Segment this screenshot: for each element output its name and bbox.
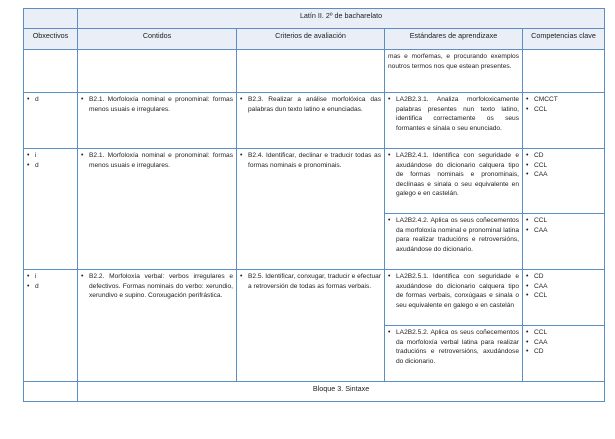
standard-item: • LA2B2.5.1. Identifica con seguridade e axudándose do dicionario calquera tipo de formas verbais, conxúgaas e sinala o seu equivalente en galego e en castelán bbox=[388, 272, 519, 310]
competence-item: • CAA bbox=[526, 226, 601, 236]
competence-item: • CAA bbox=[526, 282, 601, 292]
cell-empty bbox=[523, 50, 605, 93]
content-cell bbox=[78, 270, 237, 382]
competences-cell bbox=[523, 149, 605, 214]
competences-cell bbox=[523, 93, 605, 149]
competences-cell bbox=[523, 214, 605, 270]
cell-empty bbox=[237, 50, 385, 93]
table-title-row bbox=[24, 9, 605, 29]
content-item: • B2.1. Morfoloxía nominal e pronominal: formas menos usuais e irregulares. bbox=[81, 151, 233, 170]
curriculum-table bbox=[23, 8, 605, 402]
cell-empty bbox=[24, 50, 78, 93]
title-empty-cell bbox=[24, 9, 78, 29]
criterion-item: • B2.5. Identificar, conxugar, traducir e efectuar a retroversión de todas as formas verbais. bbox=[240, 272, 381, 291]
standard-item: • LA2B2.4.2. Aplica os seus coñecementos da morfoloxía nominal e pronominal latina para realizar traducións e retroversións, axudándose do dicionario. bbox=[388, 216, 519, 254]
criterion-item: • B2.4. Identificar, declinar e traducir todas as formas nominais e pronominais. bbox=[240, 151, 381, 170]
standard-item: • LA2B2.5.2. Aplica os seus coñecementos da morfoloxía verbal latina para realizar traducións e retroversións, axudándose do dicionario. bbox=[388, 328, 519, 366]
criterion-cell bbox=[237, 149, 385, 270]
cell-empty bbox=[78, 50, 237, 93]
header-standards: Estándares de aprendizaxe bbox=[385, 29, 523, 50]
content-cell bbox=[78, 93, 237, 149]
competence-item: • CD bbox=[526, 347, 601, 357]
competence-item: • CCL bbox=[526, 216, 601, 226]
competence-item: • CD bbox=[526, 272, 601, 282]
objective-item: • d bbox=[27, 161, 74, 171]
header-criteria: Criterios de avaliación bbox=[237, 29, 385, 50]
standard-cell bbox=[385, 214, 523, 270]
header-contents: Contidos bbox=[78, 29, 237, 50]
objectives-cell bbox=[24, 149, 78, 270]
header-row bbox=[24, 29, 605, 50]
competence-item: • CCL bbox=[526, 328, 601, 338]
objectives-cell bbox=[24, 93, 78, 149]
table-title: Latín II. 2º de bacharelato bbox=[78, 9, 605, 29]
competence-item: • CD bbox=[526, 151, 601, 161]
standard-cell bbox=[385, 149, 523, 214]
content-item: • B2.2. Morfoloxía verbal: verbos irregulares e defectivos. Formas nominais do verbo: xerundio, xerundivo e supino. Conxugación perifrástica. bbox=[81, 272, 233, 301]
criterion-cell bbox=[237, 270, 385, 382]
standard-item: • LA2B2.3.1. Analiza morfoloxicamente palabras presentes nun texto latino, identifica correctamente os seus formantes e sinala o seu enunciado. bbox=[388, 95, 519, 133]
block-title: Bloque 3. Sintaxe bbox=[78, 382, 605, 402]
standard-cell bbox=[385, 326, 523, 382]
criterion-item: • B2.3. Realizar a análise morfolóxica das palabras dun texto latino e enunciadas. bbox=[240, 95, 381, 114]
table-row bbox=[24, 93, 605, 149]
content-cell bbox=[78, 149, 237, 270]
table-row bbox=[24, 149, 605, 214]
objective-item: • d bbox=[27, 282, 74, 292]
criterion-cell bbox=[237, 93, 385, 149]
objective-item: • i bbox=[27, 272, 74, 282]
competence-item: • CAA bbox=[526, 338, 601, 348]
competence-item: • CAA bbox=[526, 170, 601, 180]
standard-cell bbox=[385, 270, 523, 326]
objective-item: • i bbox=[27, 151, 74, 161]
block-title-row bbox=[24, 382, 605, 402]
standard-cell bbox=[385, 93, 523, 149]
header-objectives: Obxectivos bbox=[24, 29, 78, 50]
cell-empty bbox=[24, 382, 78, 402]
competences-cell bbox=[523, 326, 605, 382]
competence-item: • CCL bbox=[526, 105, 601, 115]
objectives-cell bbox=[24, 270, 78, 382]
header-competences: Competencias clave bbox=[523, 29, 605, 50]
competence-item: • CMCCT bbox=[526, 95, 601, 105]
continuation-standard-text: mas e morfemas, e procurando exemplos noutros termos nos que estean presentes. bbox=[385, 50, 523, 93]
continuation-row bbox=[24, 50, 605, 93]
objective-item: • d bbox=[27, 95, 74, 105]
standard-item: • LA2B2.4.1. Identifica con seguridade e axudándose do dicionario calquera tipo de formas nominais e pronominais, declínaas e sinala o seu equivalente en galego e en castelán. bbox=[388, 151, 519, 199]
competence-item: • CCL bbox=[526, 291, 601, 301]
competences-cell bbox=[523, 270, 605, 326]
content-item: • B2.1. Morfoloxía nominal e pronominal: formas menos usuais e irregulares. bbox=[81, 95, 233, 114]
table-row bbox=[24, 270, 605, 326]
competence-item: • CCL bbox=[526, 161, 601, 171]
curriculum-table-wrapper bbox=[23, 8, 604, 403]
